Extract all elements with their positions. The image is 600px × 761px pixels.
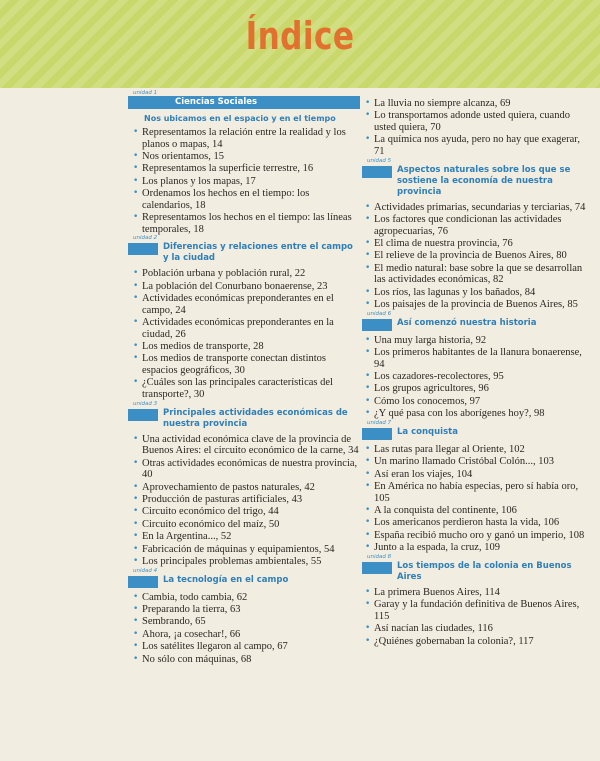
list-item [362,505,592,517]
bullet-icon: • [133,163,139,174]
bullet-icon: • [133,518,139,529]
list-item-text: Sembrando, 65 [142,616,206,628]
list-item [130,151,360,163]
list-item [130,531,360,543]
unit-section [128,90,360,235]
list-item [130,127,360,150]
list-item [130,163,360,175]
bullet-icon: • [365,456,371,467]
unit-number-label: unidad 1 [133,90,158,96]
list-item [362,214,592,237]
list-item-text: Circuito económico del trigo, 44 [142,506,279,518]
list-item-text: Producción de pasturas artificiales, 43 [142,494,303,505]
bullet-icon: • [365,408,371,419]
list-item-text: España recibió mucho oro y ganó un imperio, 108 [374,529,585,541]
unit-marker [362,562,392,574]
unit-marker [362,319,392,331]
unit-title: Ciencias Sociales [175,97,258,107]
unit-header [128,400,360,430]
unit-section [362,157,592,311]
list-item [130,604,360,616]
bullet-icon: • [133,188,139,199]
list-item [362,517,592,529]
list-item-text: Así nacían las ciudades, 116 [374,623,493,635]
list-item-text: A la conquista del continente, 106 [374,504,517,516]
list-item-text: Los paisajes de la provincia de Buenos Aires, 85 [374,299,578,311]
list-item-text: La lluvia no siempre alcanza, 69 [374,98,511,109]
topic-list [130,127,360,235]
bullet-icon: • [365,299,371,310]
unit-header [362,553,592,583]
bullet-icon: • [133,280,139,291]
topic-list [362,587,592,647]
bullet-icon: • [365,286,371,297]
list-item [362,335,592,347]
list-item [362,481,592,504]
list-item [130,353,360,376]
bullet-icon: • [133,293,139,304]
list-item-text: Los medios de transporte, 28 [142,341,264,353]
bullet-icon: • [365,395,371,406]
list-item-text: En América no había especias, pero sí había oro, 105 [374,481,579,504]
list-item-text: Circuito económico del maíz, 50 [142,518,280,530]
list-item-text: Actividades económicas preponderantes en el campo, 24 [142,293,334,316]
bullet-icon: • [365,504,371,515]
list-item-text: ¿Cuáles son las principales características del transporte?, 30 [142,377,333,401]
list-item-text: El relieve de la provincia de Buenos Aires, 80 [374,250,567,262]
unit-number-label: unidad 8 [367,553,392,560]
bullet-icon: • [133,212,139,223]
list-item-text: Fabricación de máquinas y equipamientos, 54 [142,543,335,555]
topic-list [362,444,592,554]
bullet-icon: • [133,127,139,137]
list-item-text: Cómo los conocemos, 97 [374,395,481,407]
topic-list [130,434,360,568]
list-item-text: Actividades primarias, secundarias y terciarias, 74 [374,201,586,213]
list-item [130,494,360,506]
list-item-text: Los factores que condicionan las actividades agropecuarias, 76 [374,213,562,237]
bullet-icon: • [133,555,139,566]
list-item [130,506,360,518]
bullet-icon: • [365,586,371,597]
list-item [362,636,592,648]
unit-marker [128,409,158,421]
list-item [362,623,592,635]
bullet-icon: • [133,603,139,614]
list-item [362,238,592,250]
list-item-text: Los medios de transporte conectan distintos espacios geográficos, 30 [142,353,327,377]
unit-title: Así comenzó nuestra historia [397,317,537,328]
topic-list [362,98,592,158]
unit-marker [128,576,158,588]
list-item [130,592,360,604]
bullet-icon: • [365,98,371,108]
topic-list [130,592,360,666]
bullet-icon: • [133,377,139,388]
unit-section [362,310,592,420]
unit-section [128,235,360,401]
list-item [362,263,592,286]
list-item-text: Lo transportamos adonde usted quiera, cuando usted quiera, 70 [374,110,570,133]
topic-list [130,268,360,400]
list-item [130,544,360,556]
bullet-icon: • [365,481,371,491]
list-item-text: Las rutas para llegar al Oriente, 102 [374,443,525,455]
unit-header [362,157,592,198]
bullet-icon: • [365,262,371,273]
list-item [130,616,360,628]
list-item [362,110,592,133]
unit-header [362,419,592,440]
unit-section [362,419,592,554]
list-item-text: Los grupos agricultores, 96 [374,383,489,395]
unit-header [128,567,360,588]
unit-title: Los tiempos de la colonia en Buenos Aires [397,560,572,582]
bullet-icon: • [133,531,139,542]
unit-number-label: unidad 3 [133,400,158,407]
left-column [128,90,360,671]
list-item [130,458,360,481]
topic-list [362,202,592,311]
list-item [130,629,360,641]
list-item-text: Una actividad económica clave de la provincia de Buenos Aires: el circuito económico de la carne, 34 [142,433,359,457]
list-item-text: Preparando la tierra, 63 [142,603,241,615]
list-item [362,383,592,395]
unit-number-label: unidad 7 [367,419,392,426]
unit-header [128,235,360,264]
list-item-text: Representamos los hechos en el tiempo: las líneas temporales, 18 [142,212,352,235]
unit-section [362,98,592,158]
right-column [362,94,592,653]
list-item [362,599,592,622]
bullet-icon: • [365,383,371,394]
list-item [362,299,592,311]
list-item-text: Un marino llamado Cristóbal Colón..., 103 [374,456,554,468]
bullet-icon: • [365,468,371,479]
list-item-text: Los satélites llegaron al campo, 67 [142,641,288,653]
list-item-text: Los planos y los mapas, 17 [142,175,256,187]
bullet-icon: • [365,542,371,553]
unit-marker [362,428,392,440]
list-item [362,456,592,468]
unit-header [362,310,592,331]
bullet-icon: • [133,653,139,664]
bullet-icon: • [365,201,371,212]
list-item [130,188,360,211]
bullet-icon: • [365,250,371,261]
list-item [362,98,592,110]
list-item-text: Cambia, todo cambia, 62 [142,591,248,603]
bullet-icon: • [365,623,371,634]
unit-title: Principales actividades económicas de nuestra provincia [163,407,348,429]
bullet-icon: • [133,268,139,279]
bullet-icon: • [133,341,139,352]
list-item [130,176,360,188]
list-item [130,377,360,400]
list-item-text: Ahora, ¡a cosechar!, 66 [142,628,241,640]
list-item-text: Actividades económicas preponderantes en la ciudad, 26 [142,317,334,340]
list-item-text: Representamos la superficie terrestre, 16 [142,163,314,175]
unit-title: La conquista [397,426,458,437]
unit-marker [128,243,158,255]
bullet-icon: • [133,457,139,468]
page-title: Índice [245,14,355,58]
bullet-icon: • [133,494,139,504]
list-item [362,250,592,262]
list-item [362,202,592,214]
list-item-text: Población urbana y población rural, 22 [142,268,306,280]
list-item [130,556,360,568]
list-item [362,587,592,599]
unit-section [128,567,360,666]
unit-subtitle: Nos ubicamos en el espacio y en el tiempo [144,114,336,123]
list-item-text: Otras actividades económicas de nuestra provincia, 40 [142,457,358,481]
list-item-text: El clima de nuestra provincia, 76 [374,237,513,249]
bullet-icon: • [365,635,371,646]
list-item [130,281,360,293]
unit-number-label: unidad 6 [367,310,392,317]
list-item [130,317,360,340]
list-item-text: Nos orientamos, 15 [142,150,224,162]
bullet-icon: • [365,371,371,382]
list-item-text: Ordenamos los hechos en el tiempo: los calendarios, 18 [142,188,310,211]
list-item-text: Garay y la fundación definitiva de Buenos Aires, 115 [374,599,580,622]
list-item-text: La química nos ayuda, pero no hay que exagerar, 71 [374,134,580,157]
list-item-text: Los americanos perdieron hasta la vida, 106 [374,517,560,529]
bullet-icon: • [133,506,139,517]
list-item [362,371,592,383]
bullet-icon: • [365,529,371,540]
bullet-icon: • [365,237,371,248]
list-item-text: En la Argentina..., 52 [142,531,232,543]
list-item [130,212,360,235]
list-item [130,293,360,316]
unit-number-label: unidad 5 [367,157,392,164]
list-item [362,542,592,554]
list-item [362,287,592,299]
list-item-text: Los cazadores-recolectores, 95 [374,371,504,383]
unit-title: La tecnología en el campo [163,574,289,585]
list-item [130,519,360,531]
bullet-icon: • [365,599,371,610]
bullet-icon: • [133,433,139,444]
list-item [362,396,592,408]
list-item-text: Una muy larga historia, 92 [374,334,487,346]
list-item [362,469,592,481]
unit-title: Aspectos naturales sobre los que se sostiene la economía de nuestra provincia [397,164,571,197]
list-item-text: Representamos la relación entre la realidad y los planos o mapas, 14 [142,127,346,150]
unit-number-label: unidad 2 [133,235,158,242]
list-item-text: Aprovechamiento de pastos naturales, 42 [142,481,315,493]
list-item-text: No sólo con máquinas, 68 [142,653,252,665]
bullet-icon: • [133,641,139,652]
list-item [362,444,592,456]
bullet-icon: • [365,213,371,224]
list-item [130,434,360,457]
unit-number-label: unidad 4 [133,567,158,574]
list-item-text: Los principales problemas ambientales, 55 [142,555,322,567]
list-item-text: ¿Y qué pasa con los aborígenes hoy?, 98 [374,408,545,420]
bullet-icon: • [133,175,139,186]
bullet-icon: • [365,347,371,358]
bullet-icon: • [365,110,371,121]
list-item [362,408,592,420]
bullet-icon: • [133,616,139,627]
topic-list [362,335,592,420]
list-item-text: Los primeros habitantes de la llanura bonaerense, 94 [374,347,582,370]
unit-header [128,90,360,109]
unit-section [362,553,592,647]
bullet-icon: • [133,543,139,554]
unit-marker [362,166,392,178]
bullet-icon: • [133,591,139,602]
list-item [362,134,592,157]
bullet-icon: • [133,353,139,364]
bullet-icon: • [365,517,371,528]
bullet-icon: • [133,628,139,639]
list-item-text: La población del Conurbano bonaerense, 23 [142,280,328,292]
list-item-text: El medio natural: base sobre la que se desarrollan las actividades económicas, 82 [374,262,583,286]
bullet-icon: • [133,317,139,328]
list-item [130,482,360,494]
list-item [362,530,592,542]
unit-title: Diferencias y relaciones entre el campo y la ciudad [163,242,353,264]
list-item-text: ¿Quiénes gobernaban la colonia?, 117 [374,635,534,647]
bullet-icon: • [365,443,371,454]
bullet-icon: • [365,134,371,145]
list-item [130,654,360,666]
bullet-icon: • [133,150,139,161]
list-item [130,341,360,353]
unit-section [128,400,360,568]
list-item-text: Junto a la espada, la cruz, 109 [374,542,500,554]
list-item [130,641,360,653]
list-item [362,347,592,370]
list-item-text: Los ríos, las lagunas y los bañados, 84 [374,286,536,298]
bullet-icon: • [133,481,139,492]
bullet-icon: • [365,334,371,345]
list-item-text: Así eran los viajes, 104 [374,468,473,480]
list-item [130,268,360,280]
list-item-text: La primera Buenos Aires, 114 [374,586,500,598]
